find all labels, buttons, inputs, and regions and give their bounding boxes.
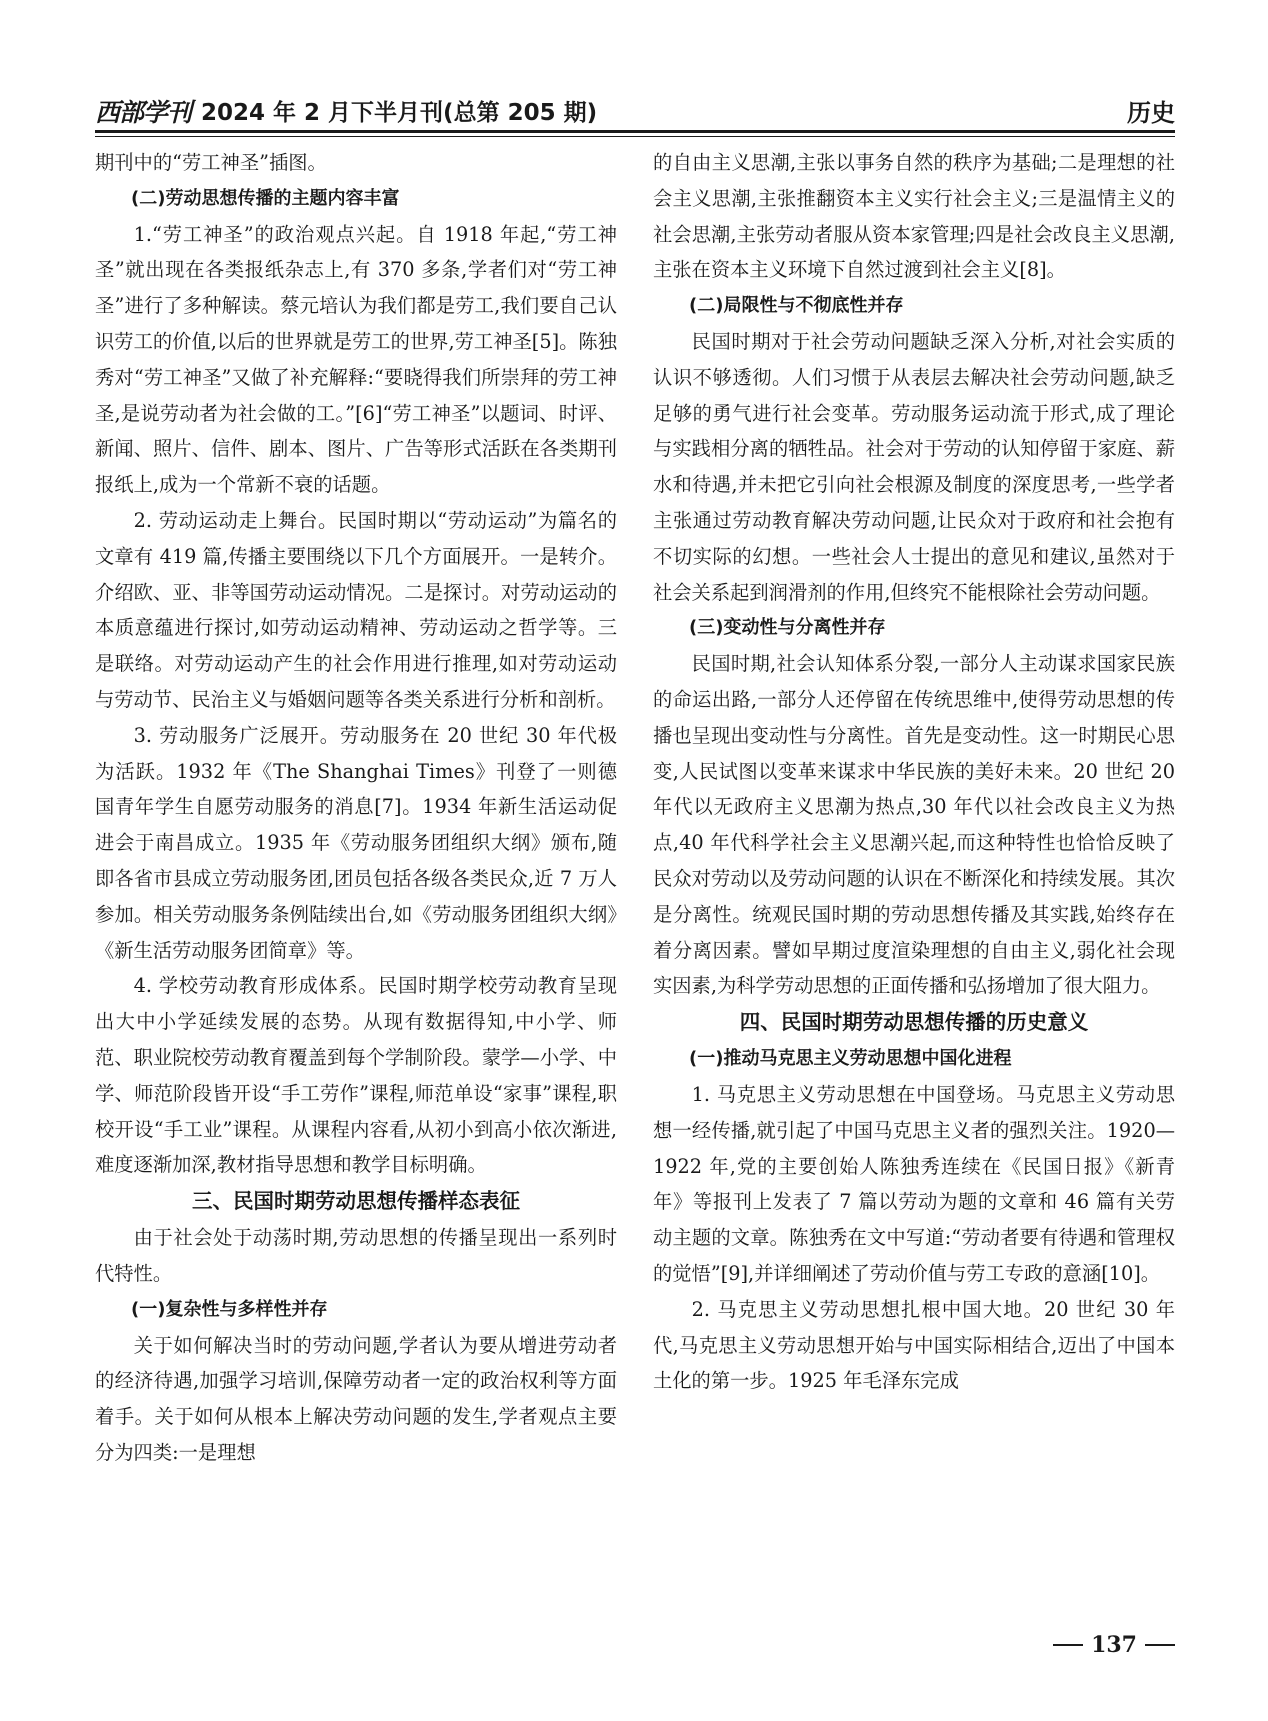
footer-dash-right — [1145, 1644, 1175, 1646]
subsection-heading: (二)局限性与不彻底性并存 — [689, 295, 904, 317]
paragraph: 4. 学校劳动教育形成体系。民国时期学校劳动教育呈现出大中小学延续发展的态势。从现有数据得知,中小学、师范、职业院校劳动教育覆盖到每个学制阶段。蒙学—小学、中学、师范阶段皆开设“手工劳作”课程,师范单设“家事”课程,职校开设“手工业”课程。从课程内容看,从初小到高小依次渐进,难度逐渐加深,教材指导思想和教学目标明确。 — [95, 974, 617, 1177]
paragraph: 3. 劳动服务广泛展开。劳动服务在 20 世纪 30 年代极为活跃。1932 年《The Shanghai Times》刊登了一则德国青年学生自愿劳动服务的消息[7]。1934 年新生活运动促进会于南昌成立。1935 年《劳动服务团组织大纲》颁布,随即各省市县成立劳动服务团,团员包括各级各类民众,近 7 万人参加。相关劳动服务条例陆续出台,如《劳动服务团组织大纲》《新生活劳动服务团简章》等。 — [95, 723, 617, 962]
paragraph: 民国时期对于社会劳动问题缺乏深入分析,对社会实质的认识不够透彻。人们习惯于从表层去解决社会劳动问题,缺乏足够的勇气进行社会变革。劳动服务运动流于形式,成了理论与实践相分离的牺牲品。社会对于劳动的认知停留于家庭、薪水和待遇,并未把它引向社会根源及制度的深度思考,一些学者主张通过劳动教育解决劳动问题,让民众对于政府和社会抱有不切实际的幻想。一些社会人士提出的意见和建议,虽然对于社会关系起到润滑剂的作用,但终究不能根除社会劳动问题。 — [653, 329, 1175, 604]
paragraph: 关于如何解决当时的劳动问题,学者认为要从增进劳动者的经济待遇,加强学习培训,保障劳动者一定的政治权利等方面着手。关于如何从根本上解决劳动问题的发生,学者观点主要分为四类:一是理想 — [95, 1333, 617, 1464]
paragraph: 1. 马克思主义劳动思想在中国登场。马克思主义劳动思想一经传播,就引起了中国马克思主义者的强烈关注。1920—1922 年,党的主要创始人陈独秀连续在《民国日报》《新青年》等报刊上发表了 7 篇以劳动为题的文章和 46 篇有关劳动主题的文章。陈独秀在文中写道:“劳动者要有待遇和管理权的觉悟”[9],并详细阐述了劳动价值与劳工专政的意涵[10]。 — [653, 1082, 1175, 1285]
paragraph: 民国时期,社会认知体系分裂,一部分人主动谋求国家民族的命运出路,一部分人还停留在传统思维中,使得劳动思想的传播也呈现出变动性与分离性。首先是变动性。这一时期民心思变,人民试图以变革来谋求中华民族的美好未来。20 世纪 20 年代以无政府主义思潮为热点,30 年代以社会改良主义为热点,40 年代科学社会主义思潮兴起,而这种特性也恰恰反映了民众对劳动以及劳动问题的认识在不断深化和持续发展。其次是分离性。统观民国时期的劳动思想传播及其实践,始终存在着分离因素。譬如早期过度渲染理想的自由主义,弱化社会现实因素,为科学劳动思想的正面传播和弘扬增加了很大阻力。 — [653, 652, 1175, 998]
journal-logo: 西部学刊 — [95, 98, 192, 127]
right-column — [653, 145, 1175, 1399]
paragraph: 1.“劳工神圣”的政治观点兴起。自 1918 年起,“劳工神圣”就出现在各类报纸杂志上,有 370 多条,学者们对“劳工神圣”进行了多种解读。蔡元培认为我们都是劳工,我们要自己认识劳工的价值,以后的世界就是劳工的世界,劳工神圣[5]。陈独秀对“劳工神圣”又做了补充解释:“要晓得我们所崇拜的劳工神圣,是说劳动者为社会做的工。”[6]“劳工神圣”以题词、时评、新闻、照片、信件、剧本、图片、广告等形式活跃在各类期刊报纸上,成为一个常新不衰的话题。 — [95, 222, 617, 497]
header-rule-thick — [95, 130, 1175, 133]
subsection-heading: (二)劳动思想传播的主题内容丰富 — [131, 187, 400, 209]
section-heading: 三、民国时期劳动思想传播样态表征 — [192, 1189, 520, 1214]
page-number: 137 — [1091, 1632, 1137, 1658]
issue-info: 2024 年 2 月下半月刊(总第 205 期) — [201, 100, 598, 126]
running-header — [95, 86, 1175, 128]
paragraph: 由于社会处于动荡时期,劳动思想的传播呈现出一系列时代特性。 — [95, 1226, 617, 1285]
header-rule-thin — [95, 136, 1175, 137]
header-left — [95, 98, 597, 128]
paragraph: 期刊中的“劳工神圣”插图。 — [95, 151, 327, 174]
subsection-heading: (三)变动性与分离性并存 — [689, 617, 886, 639]
left-column — [95, 145, 617, 1471]
section-name: 历史 — [1127, 99, 1175, 127]
footer-dash-left — [1053, 1644, 1083, 1646]
paragraph: 2. 马克思主义劳动思想扎根中国大地。20 世纪 30 年代,马克思主义劳动思想开始与中国实际相结合,迈出了中国本土化的第一步。1925 年毛泽东完成 — [653, 1297, 1175, 1393]
paragraph: 2. 劳动运动走上舞台。民国时期以“劳动运动”为篇名的文章有 419 篇,传播主要围绕以下几个方面展开。一是转介。介绍欧、亚、非等国劳动运动情况。二是探讨。对劳动运动的本质意蕴进行探讨,如劳动运动精神、劳动运动之哲学等。三是联络。对劳动运动产生的社会作用进行推理,如对劳动运动与劳动节、民治主义与婚姻问题等各类关系进行分析和剖析。 — [95, 508, 617, 711]
subsection-heading: (一)推动马克思主义劳动思想中国化进程 — [689, 1048, 1012, 1070]
section-heading: 四、民国时期劳动思想传播的历史意义 — [739, 1010, 1089, 1035]
page-footer — [1005, 1628, 1175, 1662]
subsection-heading: (一)复杂性与多样性并存 — [131, 1298, 328, 1320]
paragraph: 的自由主义思潮,主张以事务自然的秩序为基础;二是理想的社会主义思潮,主张推翻资本主义实行社会主义;三是温情主义的社会思潮,主张劳动者服从资本家管理;四是社会改良主义思潮,主张在资本主义环境下自然过渡到社会主义[8]。 — [653, 151, 1175, 282]
